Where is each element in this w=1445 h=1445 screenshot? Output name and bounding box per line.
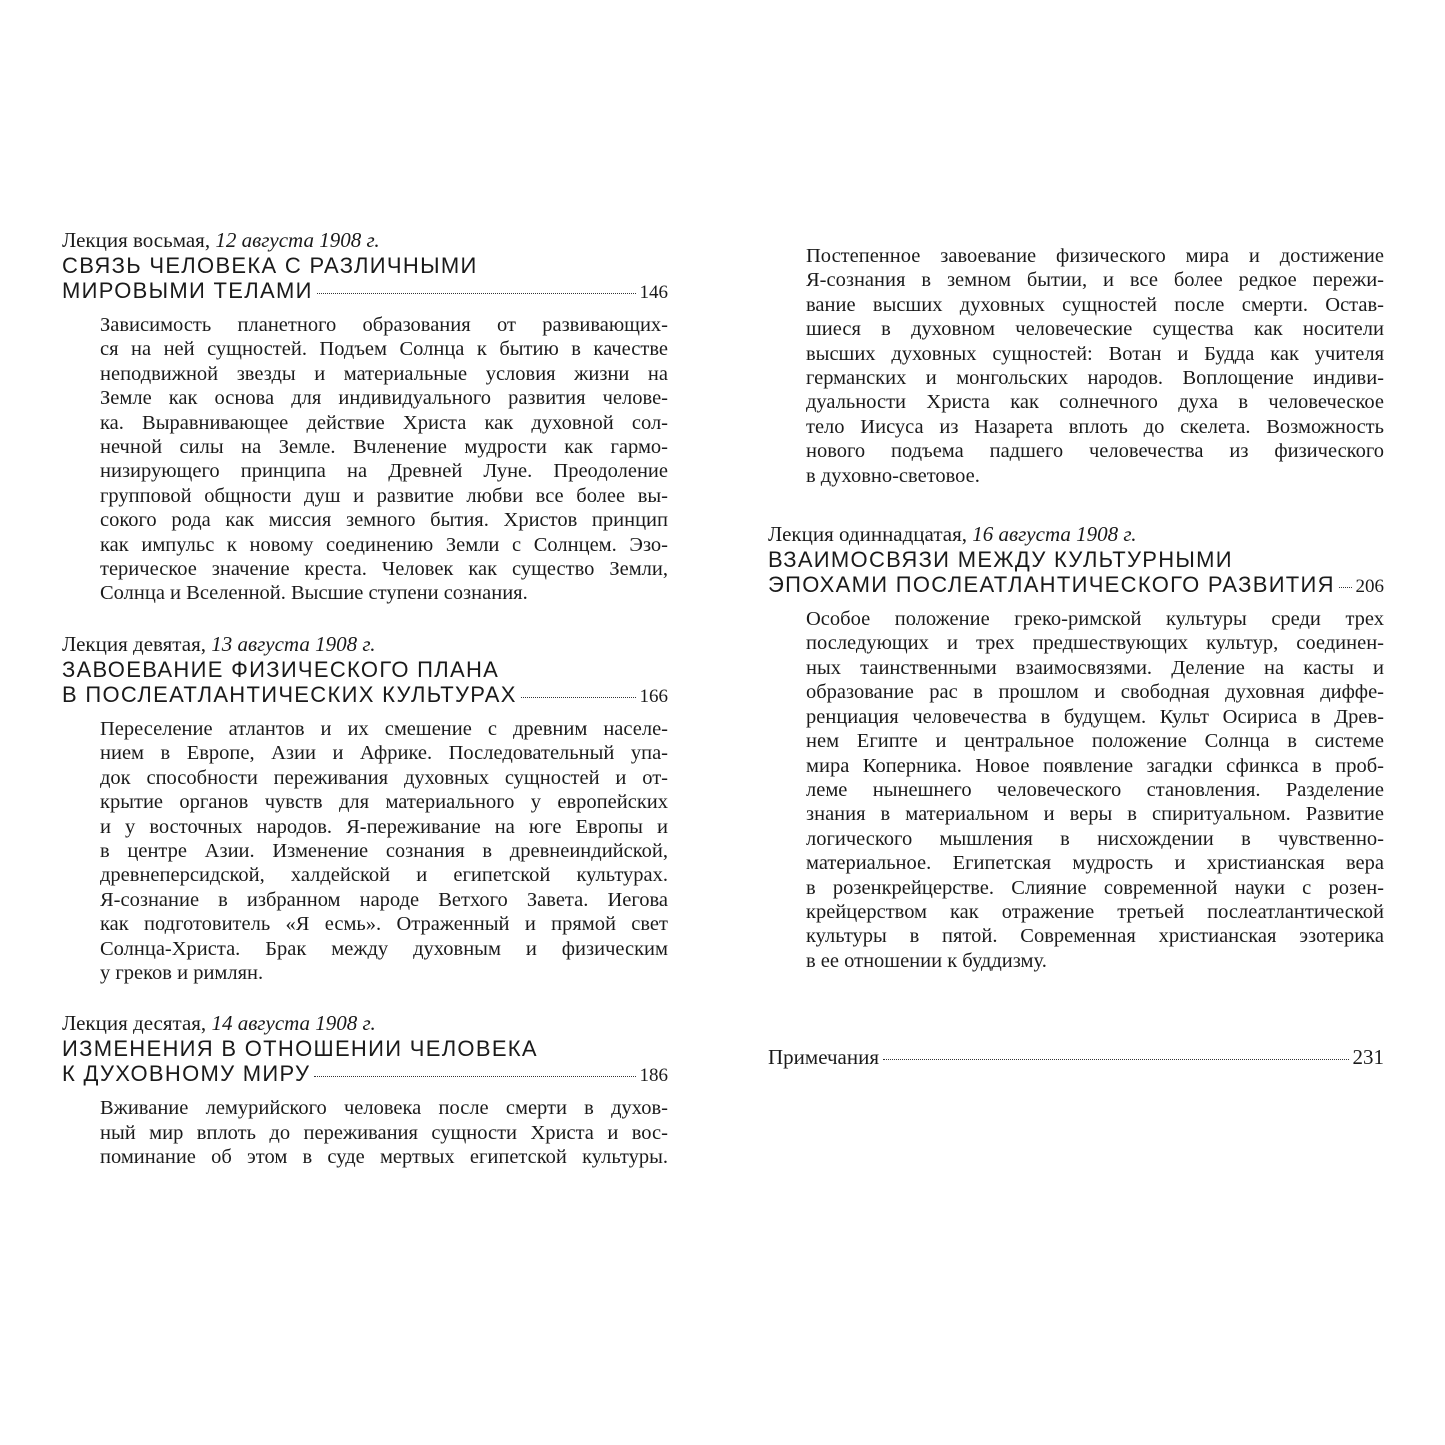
continued-summary — [806, 244, 1384, 488]
summary-line: нового подъема падшего человечества из физического — [806, 440, 1384, 463]
notes-label: Примечания — [768, 1045, 880, 1070]
lecture-title-line1: ИЗМЕНЕНИЯ В ОТНОШЕНИИ ЧЕЛОВЕКА — [62, 1036, 538, 1062]
summary-line: Особое положение греко-римской культуры среди трех — [806, 608, 1384, 631]
toc-entry-notes — [768, 1045, 1384, 1070]
lecture-date: 16 августа 1908 г. — [972, 522, 1137, 547]
left-page — [62, 228, 668, 1184]
summary-line: культуры в пятой. Современная христианская эзотерика — [806, 925, 1384, 948]
summary-line: Зависимость планетного образования от развивающих- — [100, 314, 668, 336]
summary-line: ренциация человечества в будущем. Культ Осириса в Древ- — [806, 705, 1384, 728]
toc-entry-lecture-10 — [62, 1011, 668, 1169]
lecture-title-line2: МИРОВЫМИ ТЕЛАМИ — [62, 278, 313, 303]
summary-line: шиеся в духовном человеческие существа как носители — [806, 318, 1384, 341]
summary-line: в розенкрейцерстве. Слияние современной науки с розен- — [806, 876, 1384, 899]
summary-line: док способности переживания духовных сущностей и от- — [100, 766, 668, 789]
summary-line: поминание об этом в суде мертвых египетской культуры. — [100, 1146, 668, 1169]
summary-line: нечной силы на Земле. Вчленение мудрости как гармо- — [100, 436, 668, 459]
notes-spacer — [768, 987, 1384, 1045]
summary-line: как подготовитель «Я есмь». Отраженный и прямой свет — [100, 913, 668, 936]
lecture-summary — [806, 607, 1384, 973]
dot-leader — [521, 697, 636, 698]
summary-line: как импульс к новому соединению Земли с Солнцем. Эзо- — [100, 533, 668, 556]
summary-line: в центре Азии. Изменение сознания в древнеиндийской, — [100, 839, 668, 862]
lecture-title-line1: ЗАВОЕВАНИЕ ФИЗИЧЕСКОГО ПЛАНА — [62, 656, 500, 682]
toc-entry-lecture-9 — [62, 632, 668, 985]
page-number: 166 — [639, 685, 668, 707]
summary-line: низирующего принципа на Древней Луне. Преодоление — [100, 460, 668, 483]
lecture-title-row — [768, 572, 1384, 599]
lecture-number: Лекция десятая, — [62, 1011, 207, 1036]
right-page — [768, 244, 1384, 1070]
summary-line: групповой общности душ и развитие любви все более вы- — [100, 484, 668, 507]
dot-leader — [317, 293, 636, 294]
summary-line: Земле как основа для индивидуального развития челове- — [100, 387, 668, 410]
summary-line: образование рас в прошлом и свободная духовная диффе- — [806, 681, 1384, 704]
summary-line: у греков и римлян. — [100, 961, 264, 984]
page-number: 231 — [1352, 1045, 1384, 1070]
dot-leader — [883, 1059, 1348, 1060]
summary-line: Я-сознания в земном бытии, и все более редкое пережи- — [806, 269, 1384, 292]
lecture-summary — [100, 717, 668, 985]
summary-line: знания в материальном и веры в спиритуальном. Развитие — [806, 803, 1384, 826]
lecture-title-line1: ВЗАИМОСВЯЗИ МЕЖДУ КУЛЬТУРНЫМИ — [768, 547, 1233, 573]
lecture-number: Лекция одиннадцатая, — [768, 522, 967, 547]
summary-line: в духовно-световое. — [806, 464, 980, 487]
summary-line: нием в Европе, Азии и Африке. Последовательный упа- — [100, 742, 668, 765]
summary-line: неподвижной звезды и материальные условия жизни на — [100, 362, 668, 385]
summary-line: высших духовных сущностей: Вотан и Будда как учителя — [806, 342, 1384, 365]
lecture-title-line2: К ДУХОВНОМУ МИРУ — [62, 1061, 311, 1087]
summary-line: Солнца и Вселенной. Высшие ступени сознания. — [100, 582, 528, 605]
lecture-title-row — [62, 682, 668, 709]
toc-entry-lecture-11 — [768, 522, 1384, 973]
summary-line: сокого рода как миссия земного бытия. Христов принцип — [100, 509, 668, 532]
summary-line: Солнца-Христа. Брак между духовным и физическим — [100, 937, 668, 960]
toc-entry-lecture-8 — [62, 228, 668, 606]
page-number: 186 — [639, 1065, 668, 1087]
lecture-date: 14 августа 1908 г. — [211, 1011, 376, 1036]
summary-line: Переселение атлантов и их смешение с древним населе- — [100, 717, 668, 740]
summary-line: крейцерством как отражение третьей послеатлантической — [806, 900, 1384, 923]
summary-line: Вживание лемурийского человека после смерти в духов- — [100, 1097, 668, 1120]
summary-line: Постепенное завоевание физического мира и достижение — [806, 245, 1384, 267]
dot-leader — [1339, 587, 1352, 588]
lecture-title-line2: В ПОСЛЕАТЛАНТИЧЕСКИХ КУЛЬТУРАХ — [62, 681, 517, 707]
lecture-title-row — [62, 1061, 668, 1088]
summary-line: тело Иисуса из Назарета вплоть до скелета. Возможность — [806, 415, 1384, 438]
lecture-summary — [100, 313, 668, 606]
lecture-number: Лекция восьмая, — [62, 228, 211, 252]
summary-line: ка. Выравнивающее действие Христа как духовной сол- — [100, 411, 668, 434]
summary-line: мира Коперника. Новое появление загадки сфинкса в проб- — [806, 754, 1384, 777]
lecture-title-line2: ЭПОХАМИ ПОСЛЕАТЛАНТИЧЕСКОГО РАЗВИТИЯ — [768, 572, 1335, 598]
page-number: 146 — [639, 282, 668, 303]
summary-line: леме нынешнего человеческого становления. Разделение — [806, 778, 1384, 801]
summary-line: древнеперсидской, халдейской и египетской культурах. — [100, 864, 668, 887]
lecture-heading — [62, 1011, 668, 1036]
dot-leader — [314, 1076, 635, 1077]
summary-line: ных таинственными взаимосвязями. Деление на касты и — [806, 656, 1384, 679]
lecture-title-row — [62, 278, 668, 305]
page-number: 206 — [1355, 576, 1384, 598]
lecture-date: 12 августа 1908 г. — [215, 228, 380, 252]
summary-line: материальное. Египетская мудрость и христианская вера — [806, 852, 1384, 875]
lecture-date: 13 августа 1908 г. — [211, 631, 376, 656]
summary-line: вание высших духовных сущностей после смерти. Остав- — [806, 293, 1384, 316]
lecture-heading — [62, 228, 668, 253]
summary-line: последующих и трех предшествующих культур, соединен- — [806, 632, 1384, 655]
lecture-title-line1: СВЯЗЬ ЧЕЛОВЕКА С РАЗЛИЧНЫМИ — [62, 253, 478, 278]
summary-line: логического мышления в нисхождении в чувственно- — [806, 827, 1384, 850]
summary-line: ся на ней сущностей. Подъем Солнца к бытию в качестве — [100, 338, 668, 361]
lecture-heading — [62, 632, 668, 657]
summary-line: Я-сознание в избранном народе Ветхого Завета. Иегова — [100, 888, 668, 911]
summary-line: дуальности Христа как солнечного духа в человеческое — [806, 391, 1384, 414]
summary-line: германских и монгольских народов. Воплощение индиви- — [806, 367, 1384, 390]
summary-line: терическое значение креста. Человек как существо Земли, — [100, 558, 668, 581]
summary-line: и у восточных народов. Я-переживание на юге Европы и — [100, 815, 668, 838]
lecture-number: Лекция девятая, — [62, 631, 206, 656]
lecture-summary — [100, 1096, 668, 1169]
summary-line: в ее отношении к буддизму. — [806, 949, 1047, 972]
lecture-heading — [768, 522, 1384, 547]
summary-line: ный мир вплоть до переживания сущности Христа и вос- — [100, 1121, 668, 1144]
summary-line: крытие органов чувств для материального у европейских — [100, 791, 668, 814]
summary-line: нем Египте и центральное положение Солнца в системе — [806, 730, 1384, 753]
